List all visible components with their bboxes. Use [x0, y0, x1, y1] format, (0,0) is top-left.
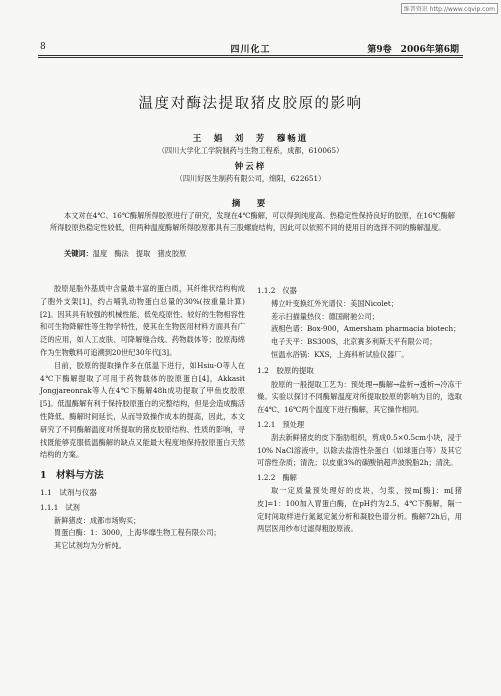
page-number: 8	[40, 42, 46, 52]
keywords-value: 温度 酶法 提取 猪皮胶原	[92, 249, 187, 258]
subsubsection-heading: 1.1.1 试剂	[40, 502, 80, 512]
subsection-heading: 1.1 试剂与仪器	[40, 487, 97, 497]
subsection-heading: 1.2 胶原的提取	[257, 365, 314, 375]
reagent-item: 胃蛋白酶：1：3000，上海华靡生物工程有限公司；	[54, 528, 221, 538]
left-column	[40, 283, 245, 553]
watermark: 维普资讯 http://www.cqvip.com	[401, 3, 498, 14]
intro-paragraph-1: 胶原是脂外基质中含量最丰富的蛋白质，其纤维状结构构成了胞外支架[1]，约占哺乳动物蛋白总量的30%(按重量计算)[2]。因其具有较强的机械性能、低免疫原性、较好的生物相容性和可生物降解性等生物学特性，使其在生物医用材料方面具有广泛的应用，如人工皮肤、可降解缝合线、药物载体等；胶原海绵作为生物敷料可追溯到20世纪30年代[3]。	[40, 284, 245, 357]
authors: 王 娟 刘 芳 穆畅道	[192, 134, 309, 144]
journal-name: 四川化工	[230, 45, 271, 55]
keywords	[64, 249, 186, 259]
abstract-heading: 摘 要	[231, 199, 270, 209]
instrument-item: 差示扫描量热仪：德国耐驰公司；	[271, 311, 379, 321]
reagent-item: 其它试剂均为分析纯。	[54, 541, 126, 551]
reagent-item: 新鲜猪皮：成都市场购买；	[54, 515, 141, 525]
instrument-item: 恒温水浴锅：KXS，上海科析试验仪器厂。	[271, 349, 409, 359]
abstract-text: 本文对在4℃、16℃酶解所得胶原进行了研究，发现在4℃酶解，可以得到纯度高、热稳定性保持良好的胶原，在16℃酶解所得胶原热稳定性较低，但两种温度酶解所得胶原都具有三股螺旋结构，因此可以依照不同的使用目的选择不同的酶解温度。	[50, 211, 455, 233]
instrument-item: 电子天平：BS300S，北京赛多利斯天平有限公司；	[271, 337, 437, 347]
header-rule	[38, 55, 463, 56]
instrument-item: 傅立叶变换红外光谱仪：美国Nicolet；	[271, 298, 399, 308]
pretreatment-paragraph: 刮去新鲜猪皮的皮下脂肪组织，剪成0.5×0.5cm小块，浸于10% NaCl溶液中，以除去盐溶性杂蛋白（如球蛋白等）及其它可溶性杂质；清洗；以皮重3%的碳酸钠超声波脱脂2h；清洗。	[257, 432, 462, 468]
affiliation: （四川大学化工学院制药与生物工程系，成都，610065）	[157, 146, 344, 155]
issue-info: 第9卷 2006年第6期	[367, 45, 459, 55]
intro-paragraph-2: 目前，胶原的提取操作多在低温下进行，如Hsiu-O等人在4℃下酶解提取了可用于药物载体的胶原蛋白[4]，Akkasit Jongjareonrak等人在4℃下酶解48h成功提取了甲鱼皮胶原[5]。低温酶解有利于保持胶原蛋白的完整结构，但是会造成酶活性降低、酶解时间延长，从而导致操作成本的提高，因此，本文研究了不同酶解温度对所提取的猪皮胶原结构、性质的影响，寻找既能够克服低温酶解的缺点又能最大程度地保持胶原蛋白天然结构的方案。	[40, 360, 245, 460]
extraction-paragraph: 胶原的一般提取工艺为：预处理→酶解→盐析→透析→冷冻干燥。实验以探讨不同酶解温度对所提取胶原的影响为目的，选取在4℃、16℃两个温度下进行酶解，其它操作相同。	[257, 379, 462, 415]
subsubsection-heading: 1.2.2 酶解	[257, 473, 297, 483]
instrument-item: 液相色谱：Box-900，Amersham pharmacia biotech；	[271, 324, 461, 334]
second-affiliation: （四川好医生制药有限公司，绵阳，622651）	[175, 174, 326, 183]
subsubsection-heading: 1.1.2 仪器	[257, 286, 297, 295]
second-author: 钟云梓	[234, 162, 267, 172]
header-rule-double	[38, 57, 463, 58]
section-heading: 1 材料与方法	[40, 470, 104, 482]
enzymolysis-paragraph: 取一定质量预处理好的皮块，匀浆，按m[酶]：m[猪皮]=1：100加入胃蛋白酶，在pH约为2.5、4℃下酶解，隔一定时间取样进行氮氮定氮分析和凝胶色谱分析。酶解72h后，用两层医用纱布过滤得粗胶原液。	[257, 485, 462, 534]
keywords-label: 关键词：	[64, 249, 93, 258]
article-title: 温度对酶法提取猪皮胶原的影响	[138, 96, 363, 112]
right-column	[257, 283, 462, 536]
subsubsection-heading: 1.2.1 预处理	[257, 419, 305, 429]
